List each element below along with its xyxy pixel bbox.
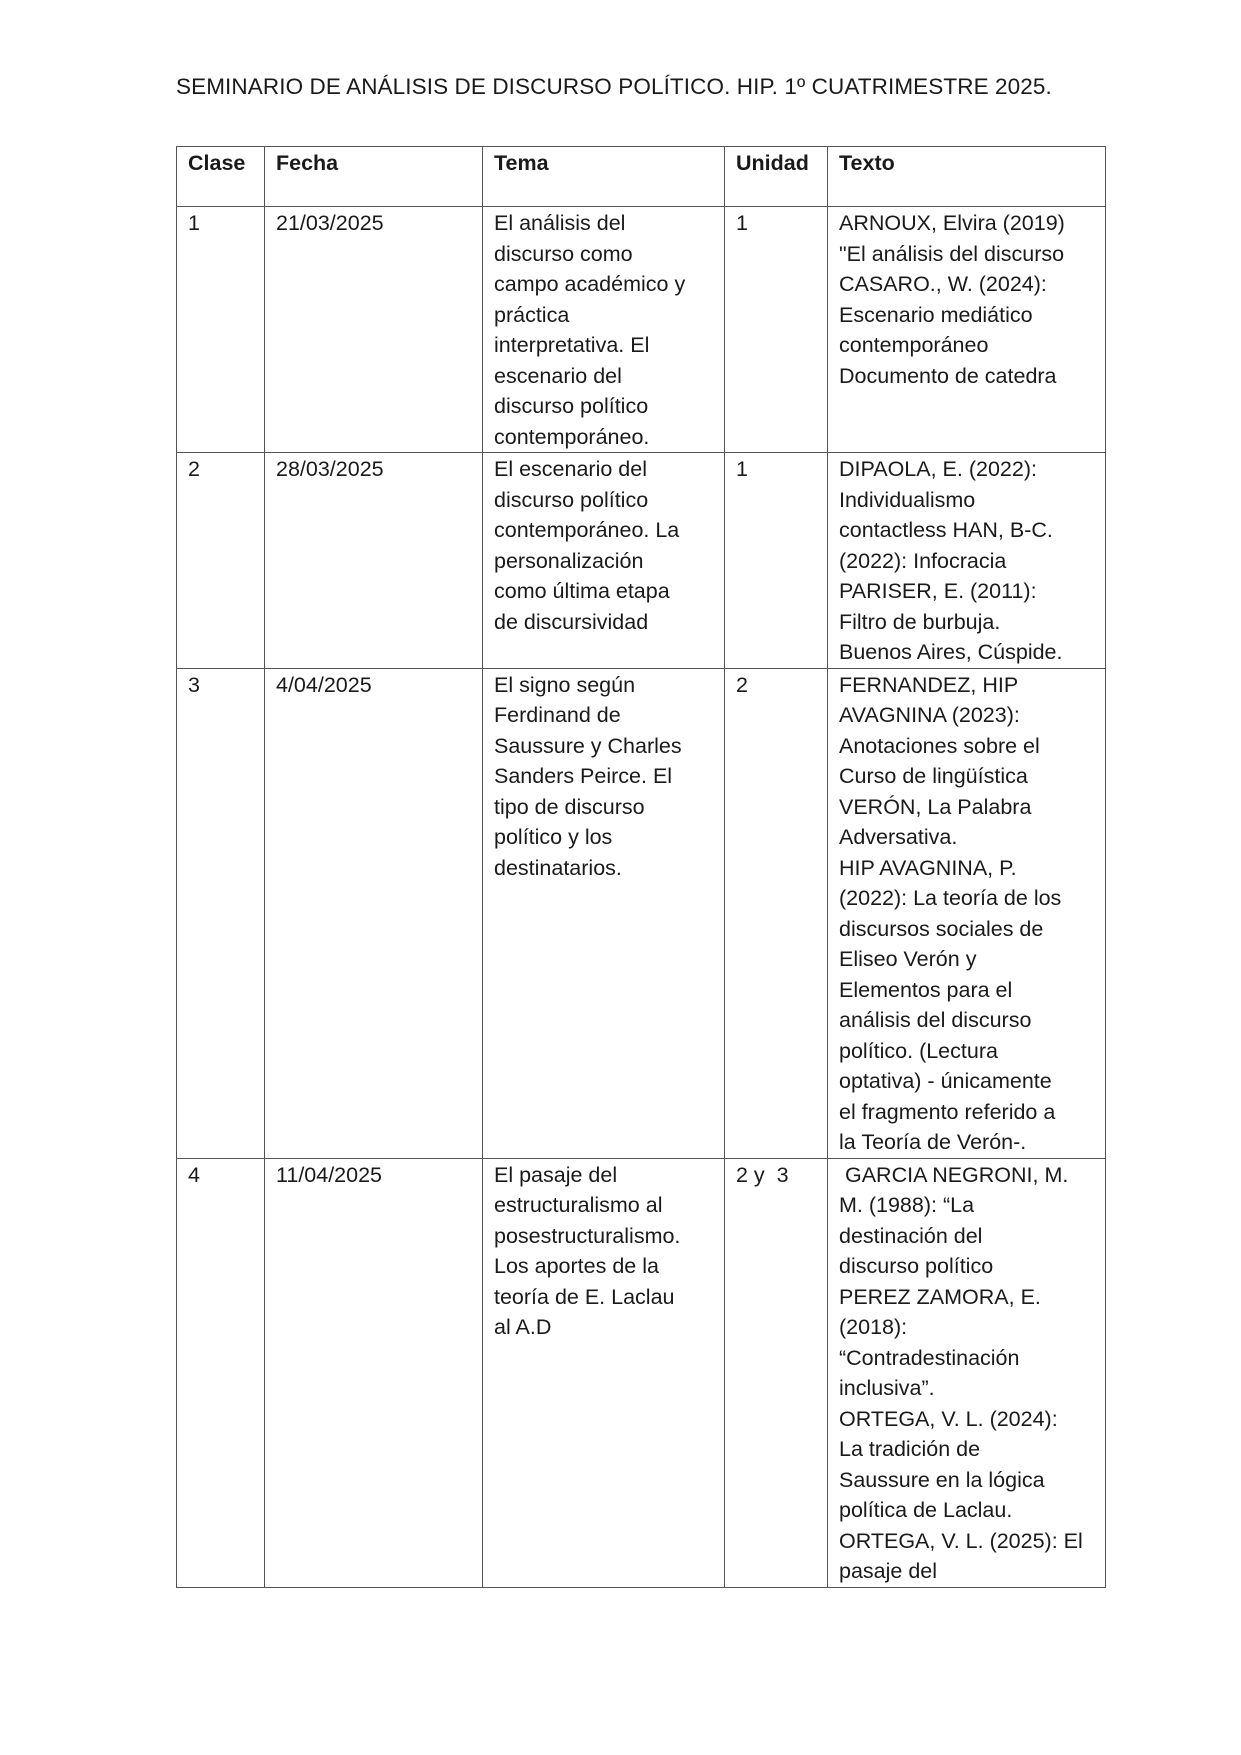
cell-line: El escenario del — [494, 457, 647, 481]
cell-line: político y los — [494, 825, 613, 849]
cell-line: contemporáneo. La — [494, 518, 680, 542]
cell-unidad: 1 — [725, 207, 828, 453]
cell-line: discurso como — [494, 241, 633, 266]
cell-texto — [828, 453, 1106, 669]
cell-line: ARNOUX, Elvira (2019) — [839, 211, 1065, 235]
cell-line: Escenario mediático — [839, 302, 1033, 327]
cell-line: campo académico y — [494, 272, 686, 296]
cell-line: discurso político — [839, 1254, 994, 1278]
cell-tema — [483, 207, 725, 453]
header-texto: Texto — [828, 147, 1106, 207]
cell-tema — [483, 453, 725, 669]
cell-texto — [828, 668, 1106, 1158]
cell-line: discurso político — [494, 487, 649, 512]
cell-line: FERNANDEZ, HIP — [839, 672, 1019, 697]
cell-line: "El análisis del discurso — [839, 241, 1065, 266]
cell-fecha: 28/03/2025 — [265, 453, 483, 669]
cell-clase: 4 — [177, 1158, 265, 1587]
cell-line: GARCIA NEGRONI, M. — [839, 1162, 1069, 1187]
cell-line: (2018): — [839, 1315, 908, 1339]
table-row — [177, 1158, 1106, 1587]
cell-line: M. (1988): “La — [839, 1193, 975, 1217]
cell-line: destinación del — [839, 1223, 983, 1248]
cell-tema — [483, 668, 725, 1158]
cell-line: política de Laclau. — [839, 1498, 1013, 1522]
cell-line: destinatarios. — [494, 855, 622, 880]
cell-texto — [828, 1158, 1106, 1587]
cell-line: La tradición de — [839, 1437, 981, 1461]
cell-line: (2022): Infocracia — [839, 548, 1007, 573]
cell-line: contemporáneo. — [494, 424, 650, 449]
cell-line: optativa) - únicamente — [839, 1069, 1052, 1093]
cell-line: contactless HAN, B-C. — [839, 518, 1053, 542]
cell-line: Ferdinand de — [494, 703, 621, 727]
table-row — [177, 207, 1106, 453]
cell-line: pasaje del — [839, 1559, 938, 1583]
cell-line: la Teoría de Verón-. — [839, 1130, 1027, 1154]
cell-unidad: 2 y 3 — [725, 1158, 828, 1587]
cell-line: posestructuralismo. — [494, 1223, 681, 1248]
cell-line: de discursividad — [494, 609, 649, 634]
cell-line: como última etapa — [494, 579, 670, 603]
cell-line: tipo de discurso — [494, 794, 645, 819]
cell-line: Los aportes de la — [494, 1254, 659, 1278]
cell-line: ORTEGA, V. L. (2025): El — [839, 1528, 1083, 1553]
cell-fecha: 21/03/2025 — [265, 207, 483, 453]
cell-line: escenario del — [494, 363, 622, 388]
cell-line: Anotaciones sobre el — [839, 733, 1040, 758]
cell-line: El pasaje del — [494, 1162, 618, 1187]
cell-line: Adversativa. — [839, 825, 958, 849]
cell-line: Elementos para el — [839, 977, 1013, 1002]
cell-line: Individualismo — [839, 487, 976, 512]
cell-texto — [828, 207, 1106, 453]
table-row — [177, 668, 1106, 1158]
cell-line: (2022): La teoría de los — [839, 886, 1062, 910]
cell-line: contemporáneo — [839, 333, 989, 357]
document-title: SEMINARIO DE ANÁLISIS DE DISCURSO POLÍTICO. HIP. 1º CUATRIMESTRE 2025. — [176, 74, 1052, 99]
cell-line: Curso de lingüística — [839, 764, 1028, 788]
cell-line: discurso político — [494, 394, 649, 418]
cell-clase: 3 — [177, 668, 265, 1158]
cell-line: teoría de E. Laclau — [494, 1284, 675, 1309]
header-unidad: Unidad — [725, 147, 828, 207]
cell-line: HIP AVAGNINA, P. — [839, 855, 1017, 880]
schedule-table — [176, 146, 1106, 1588]
cell-line: El signo según — [494, 672, 636, 697]
cell-line: estructuralismo al — [494, 1193, 663, 1217]
table-header-row — [177, 147, 1106, 207]
cell-line: discursos sociales de — [839, 916, 1044, 941]
cell-line: PEREZ ZAMORA, E. — [839, 1284, 1041, 1309]
cell-line: El análisis del — [494, 211, 626, 235]
cell-line: “Contradestinación — [839, 1345, 1020, 1370]
cell-line: al A.D — [494, 1315, 552, 1339]
table-row — [177, 453, 1106, 669]
cell-line: análisis del discurso — [839, 1008, 1032, 1032]
cell-line: Saussure y Charles — [494, 733, 682, 758]
cell-fecha: 4/04/2025 — [265, 668, 483, 1158]
cell-line: AVAGNINA (2023): — [839, 703, 1020, 727]
cell-unidad: 2 — [725, 668, 828, 1158]
cell-line: inclusiva”. — [839, 1376, 935, 1400]
cell-line: CASARO., W. (2024): — [839, 272, 1047, 296]
cell-fecha: 11/04/2025 — [265, 1158, 483, 1587]
cell-line: PARISER, E. (2011): — [839, 579, 1037, 603]
cell-line: DIPAOLA, E. (2022): — [839, 457, 1037, 481]
cell-line: Eliseo Verón y — [839, 947, 977, 971]
header-fecha: Fecha — [265, 147, 483, 207]
header-clase: Clase — [177, 147, 265, 207]
cell-line: práctica — [494, 302, 570, 327]
cell-tema — [483, 1158, 725, 1587]
cell-unidad: 1 — [725, 453, 828, 669]
cell-line: interpretativa. El — [494, 333, 650, 357]
cell-line: VERÓN, La Palabra — [839, 794, 1032, 819]
cell-line: Filtro de burbuja. — [839, 609, 1001, 634]
header-tema: Tema — [483, 147, 725, 207]
cell-line: Sanders Peirce. El — [494, 764, 673, 788]
cell-line: personalización — [494, 548, 644, 573]
cell-line: político. (Lectura — [839, 1038, 998, 1063]
cell-line: Documento de catedra — [839, 363, 1057, 388]
cell-line: el fragmento referido a — [839, 1099, 1056, 1124]
cell-line: Saussure en la lógica — [839, 1467, 1045, 1492]
cell-clase: 1 — [177, 207, 265, 453]
cell-line: Buenos Aires, Cúspide. — [839, 640, 1063, 664]
cell-line: ORTEGA, V. L. (2024): — [839, 1406, 1058, 1431]
cell-clase: 2 — [177, 453, 265, 669]
